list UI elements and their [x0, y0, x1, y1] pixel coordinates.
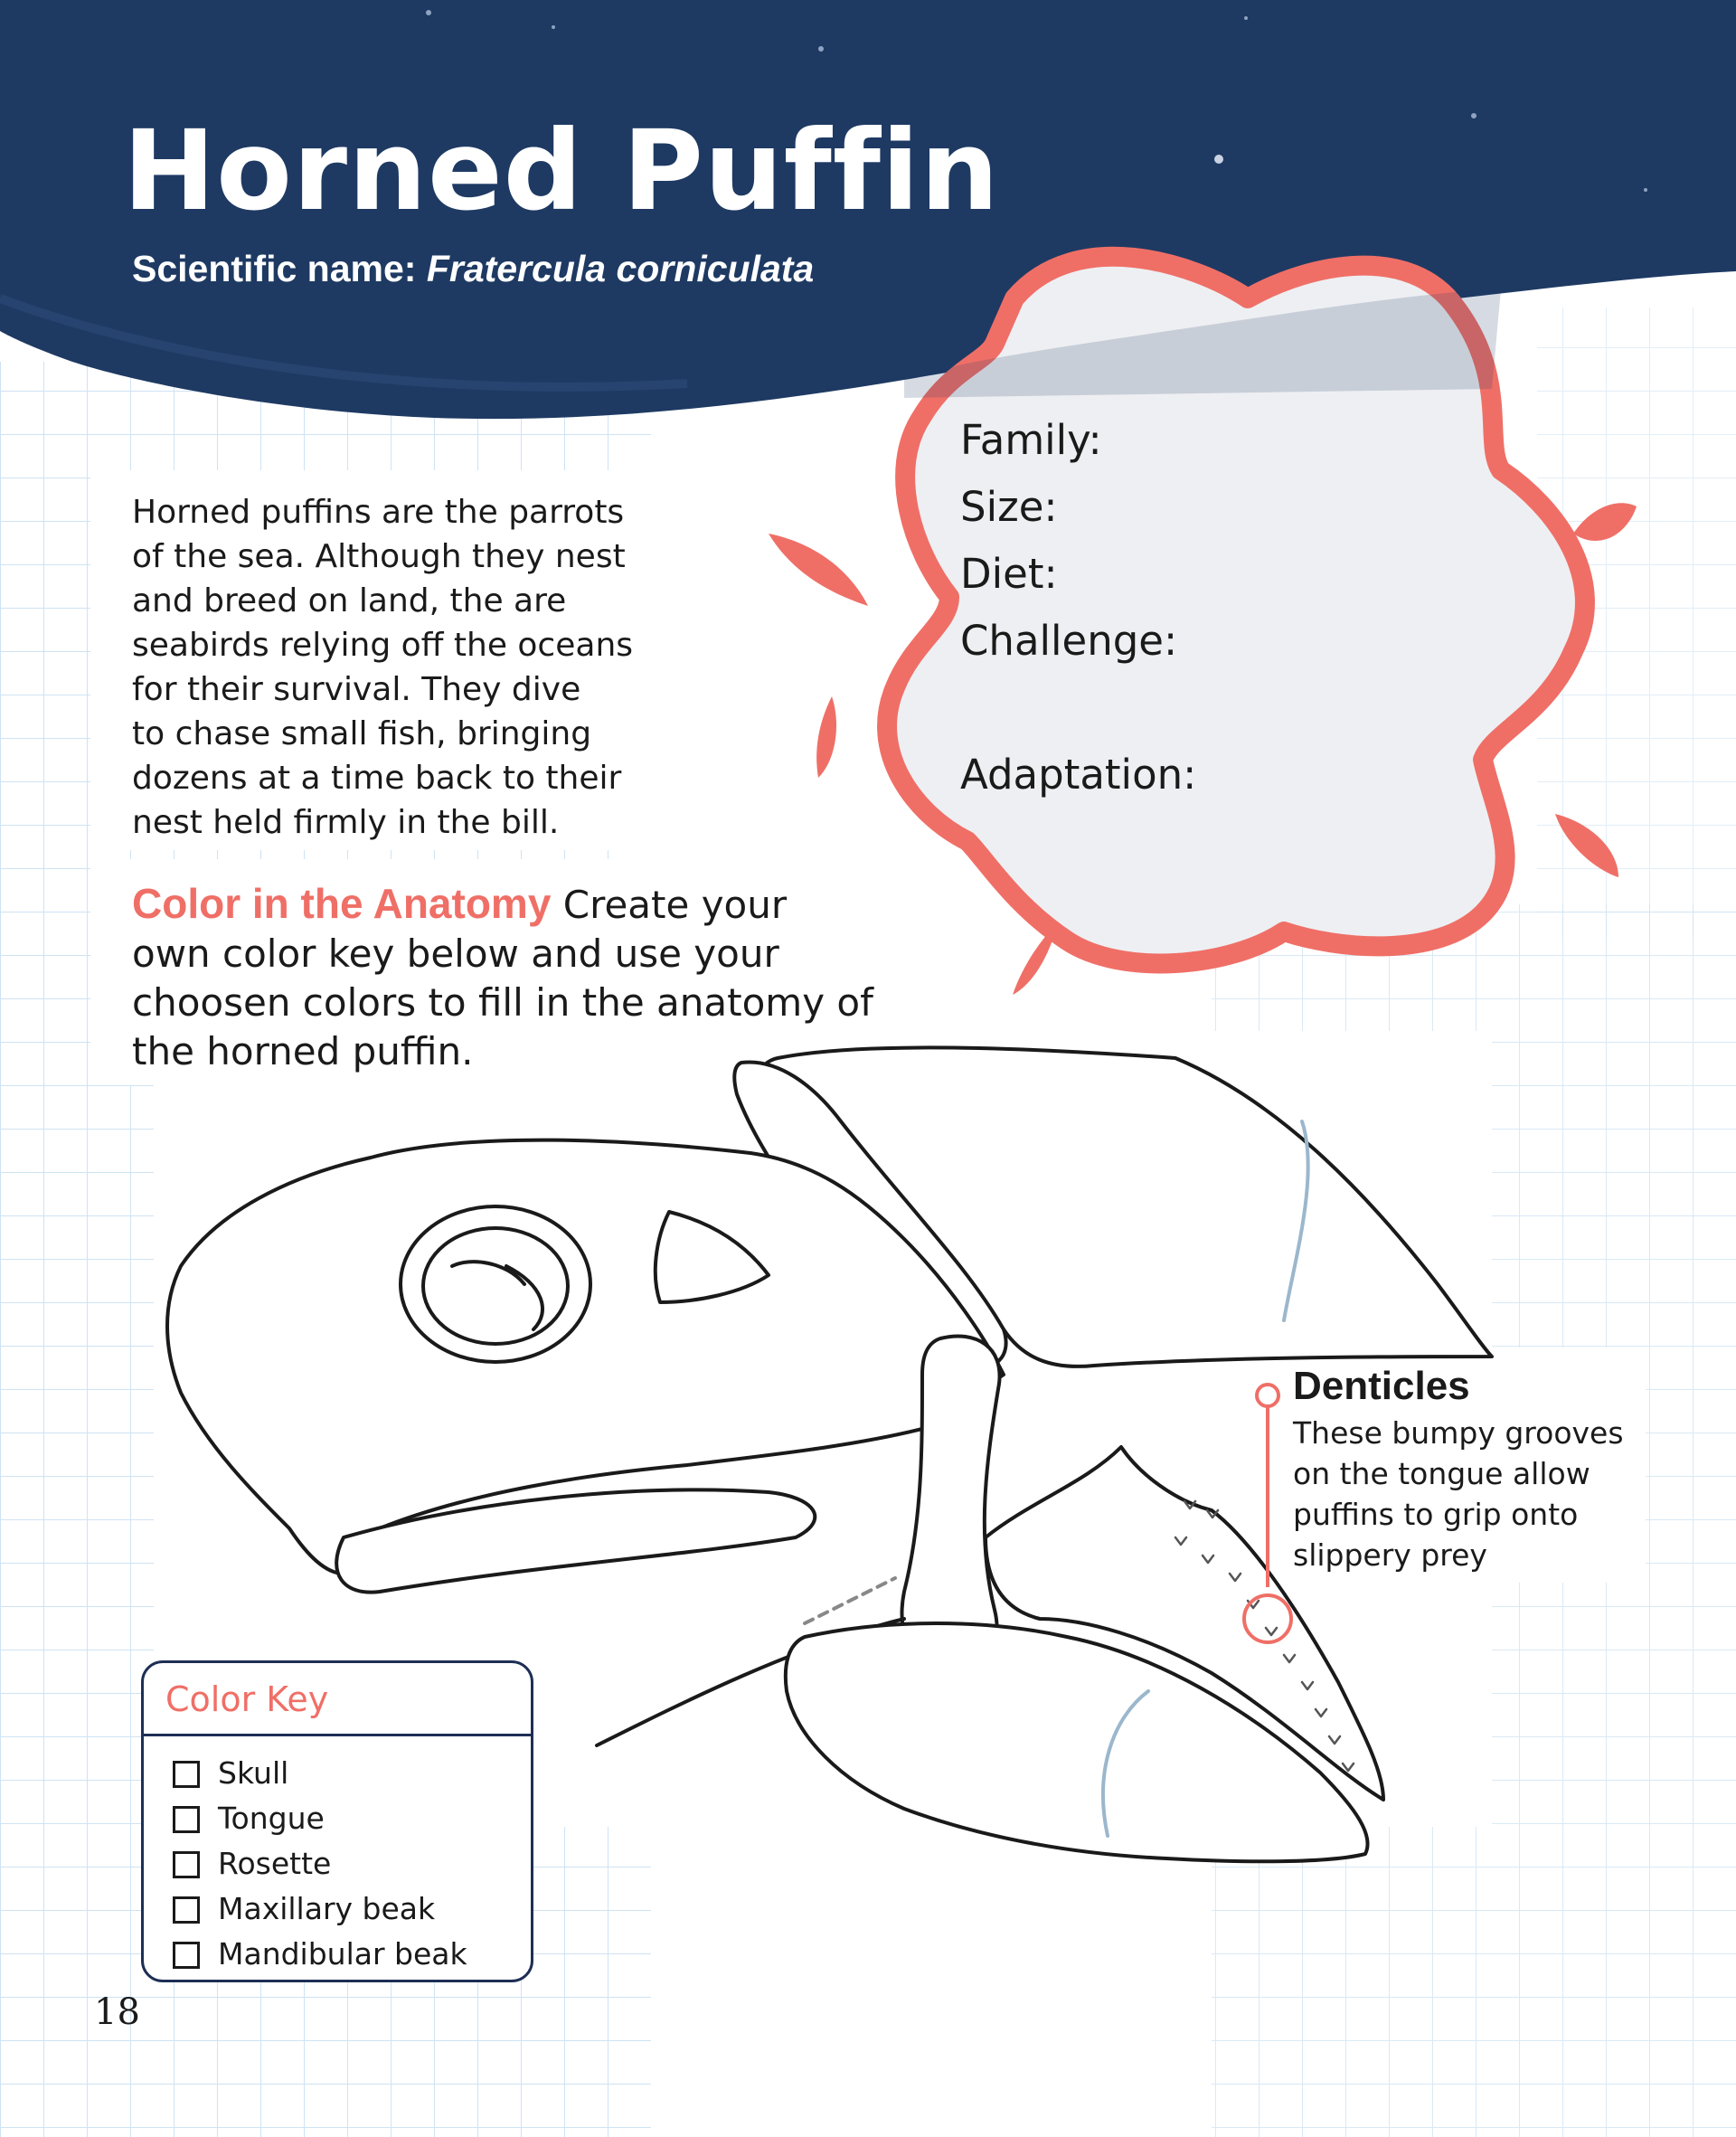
instructions-text: Create your — [562, 883, 788, 927]
scientific-name-line — [132, 248, 814, 290]
intro-paragraph — [132, 490, 693, 845]
checkbox[interactable] — [173, 1761, 200, 1788]
star-dot — [552, 25, 555, 29]
star-dot — [1244, 16, 1248, 20]
star-dot — [1471, 113, 1477, 118]
coral-splash — [769, 534, 868, 606]
scientific-name-value: Fratercula corniculata — [426, 248, 815, 289]
denticles-line: These bumpy grooves — [1293, 1415, 1624, 1451]
fact-challenge-label: Challenge: — [960, 617, 1178, 665]
page-number: 18 — [94, 1991, 140, 2033]
star-dot — [818, 46, 824, 52]
intro-line: seabirds relying off the oceans — [132, 627, 634, 664]
skull-orbit-inner — [423, 1228, 568, 1344]
denticles-line: puffins to grip onto — [1293, 1497, 1579, 1532]
star-dot — [426, 10, 431, 15]
instructions-text: choosen colors to fill in the anatomy of — [132, 980, 873, 1025]
fact-panel-shape — [887, 257, 1585, 964]
color-key-label: Rosette — [218, 1846, 332, 1881]
color-key-title: Color Key — [165, 1679, 329, 1719]
checkbox[interactable] — [173, 1942, 200, 1969]
fact-diet-label: Diet: — [960, 550, 1058, 598]
color-key-label: Maxillary beak — [218, 1891, 436, 1926]
intro-line: for their survival. They dive — [132, 671, 581, 708]
intro-line: of the sea. Although they nest — [132, 538, 626, 575]
denticles-line: slippery prey — [1293, 1537, 1487, 1573]
denticles-title: Denticles — [1293, 1364, 1470, 1408]
coral-splash — [816, 696, 836, 778]
intro-line: and breed on land, the are — [132, 582, 567, 619]
intro-line: dozens at a time back to their — [132, 760, 622, 797]
instructions-first-line — [132, 879, 873, 930]
intro-line: Horned puffins are the parrots — [132, 494, 625, 531]
instructions-text: own color key below and use your — [132, 931, 779, 976]
fact-size-label: Size: — [960, 483, 1058, 531]
checkbox[interactable] — [173, 1851, 200, 1878]
color-key-box — [141, 1660, 533, 1982]
color-key-label: Tongue — [218, 1801, 325, 1836]
intro-line: nest held firmly in the bill. — [132, 804, 560, 841]
instructions-text: the horned puffin. — [132, 1029, 474, 1073]
denticles-line: on the tongue allow — [1293, 1456, 1590, 1491]
color-key-label: Mandibular beak — [218, 1936, 467, 1972]
fact-family-label: Family: — [960, 416, 1102, 464]
instructions-heading: Color in the Anatomy — [132, 880, 552, 927]
star-dot — [1644, 188, 1647, 192]
checkbox[interactable] — [173, 1896, 200, 1924]
intro-line: to chase small fish, bringing — [132, 715, 592, 752]
scientific-name-label: Scientific name: — [132, 248, 417, 289]
color-key-label: Skull — [218, 1755, 289, 1791]
checkbox[interactable] — [173, 1806, 200, 1833]
fact-adaptation-label: Adaptation: — [960, 751, 1197, 799]
denticles-description — [1293, 1413, 1624, 1575]
color-key-divider — [144, 1734, 531, 1736]
star-dot — [1214, 155, 1223, 164]
page-title: Horned Puffin — [123, 107, 1000, 235]
coloring-instructions — [132, 879, 873, 1076]
